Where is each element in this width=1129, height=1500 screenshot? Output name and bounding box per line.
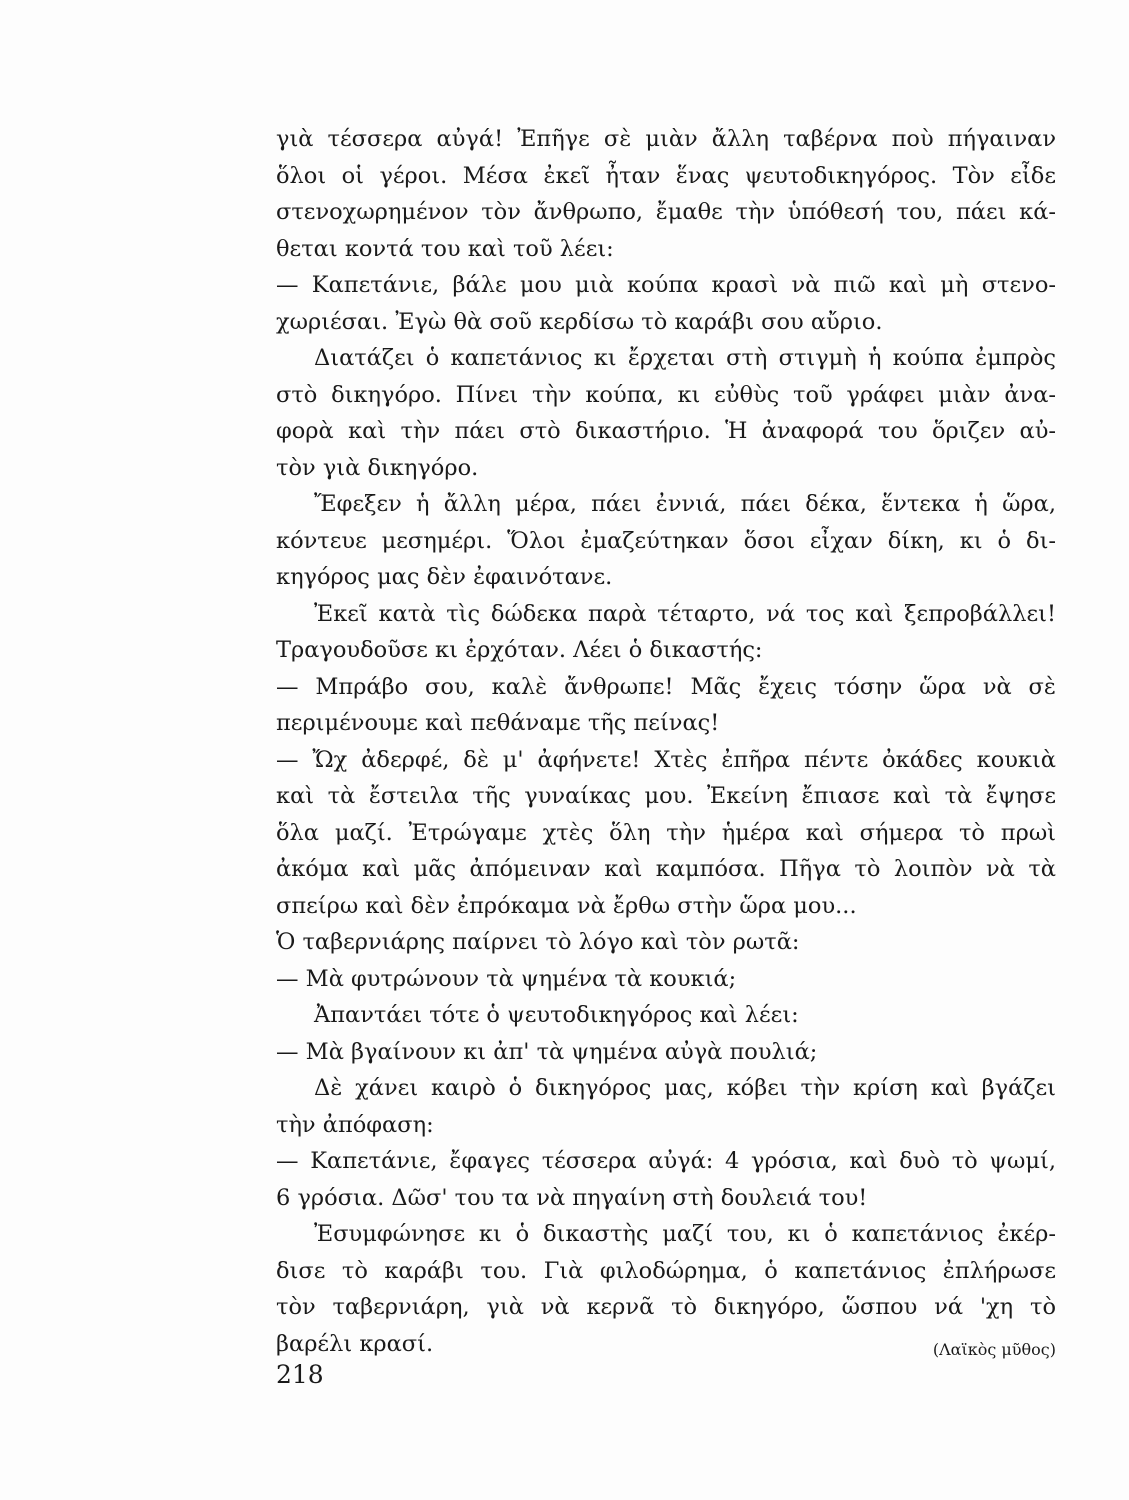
text-line: στενοχωρημένον τὸν ἄνθρωπο, ἔμαθε τὴν ὑπόθεσή του, πάει κά-: [276, 199, 1056, 225]
paragraph-start-line: Ἐκεῖ κατὰ τὶς δώδεκα παρὰ τέταρτο, νά τος καὶ ξεπροβάλλει!: [314, 600, 1056, 627]
text-line: Ὁ ταβερνιάρης παίρνει τὸ λόγο καὶ τὸν ρωτᾶ:: [276, 929, 800, 955]
text-line: στὸ δικηγόρο. Πίνει τὴν κούπα, κι εὐθὺς τοῦ γράφει μιὰν ἀνα-: [276, 381, 1056, 408]
text-line: καὶ τὰ ἔστειλα τῆς γυναίκας μου. Ἐκείνη ἔπιασε καὶ τὰ ἔψησε: [276, 783, 1056, 809]
paragraph-start-line: Δὲ χάνει καιρὸ ὁ δικηγόρος μας, κόβει τὴν κρίση καὶ βγάζει: [314, 1075, 1056, 1101]
source-attribution: (Λαϊκὸς μῦθος): [932, 1340, 1056, 1359]
text-line: 6 γρόσια. Δῶσ' του τα νὰ πηγαίνη στὴ δουλειά του!: [276, 1184, 868, 1211]
text-line: γιὰ τέσσερα αὐγά! Ἐπῆγε σὲ μιὰν ἄλλη ταβέρνα ποὺ πήγαιναν: [276, 126, 1056, 152]
page-number: 218: [276, 1360, 324, 1389]
paragraph-start-line: Ἔφεξεν ἡ ἄλλη μέρα, πάει ἐννιά, πάει δέκα, ἕντεκα ἡ ὥρα,: [314, 491, 1056, 517]
text-line: Τραγουδοῦσε κι ἐρχόταν. Λέει ὁ δικαστής:: [276, 637, 763, 663]
closing-row: [276, 1326, 1056, 1363]
dialogue-line: — Καπετάνιε, βάλε μου μιὰ κούπα κρασὶ νὰ πιῶ καὶ μὴ στενο-: [276, 272, 1056, 298]
text-line: φορὰ καὶ τὴν πάει στὸ δικαστήριο. Ἡ ἀναφορά του ὅριζεν αὐ-: [276, 418, 1056, 444]
text-line: χωριέσαι. Ἐγὼ θὰ σοῦ κερδίσω τὸ καράβι σου αὔριο.: [276, 308, 883, 335]
text-line: ἀκόμα καὶ μᾶς ἀπόμειναν καὶ καμπόσα. Πῆγα τὸ λοιπὸν νὰ τὰ: [276, 856, 1056, 882]
paragraph-start-line: Ἀπαντάει τότε ὁ ψευτοδικηγόρος καὶ λέει:: [314, 1002, 799, 1028]
text-line: κηγόρος μας δὲν ἐφαινότανε.: [276, 564, 613, 590]
text-line: ὅλοι οἱ γέροι. Μέσα ἐκεῖ ἦταν ἕνας ψευτοδικηγόρος. Τὸν εἶδε: [276, 162, 1056, 189]
dialogue-line: — Ὤχ ἀδερφέ, δὲ μ' ἀφήνετε! Χτὲς ἐπῆρα πέντε ὀκάδες κουκιὰ: [276, 746, 1056, 773]
story-text: [276, 121, 1056, 1362]
text-line: βαρέλι κρασί.: [276, 1330, 434, 1357]
text-line: θεται κοντά του καὶ τοῦ λέει:: [276, 235, 614, 262]
text-line: σπείρω καὶ δὲν ἐπρόκαμα νὰ ἔρθω στὴν ὥρα μου...: [276, 892, 857, 919]
text-line: τὸν γιὰ δικηγόρο.: [276, 454, 479, 481]
text-line: περιμένουμε καὶ πεθάναμε τῆς πείνας!: [276, 710, 720, 736]
paragraph-start-line: Διατάζει ὁ καπετάνιος κι ἔρχεται στὴ στιγμὴ ἡ κούπα ἐμπρὸς: [314, 345, 1056, 371]
text-line: δισε τὸ καράβι του. Γιὰ φιλοδώρημα, ὁ καπετάνιος ἐπλήρωσε: [276, 1257, 1056, 1284]
text-line: τὸν ταβερνιάρη, γιὰ νὰ κερνᾶ τὸ δικηγόρο, ὥσπου νά 'χη τὸ: [276, 1294, 1056, 1320]
text-line: ὅλα μαζί. Ἐτρώγαμε χτὲς ὅλη τὴν ἡμέρα καὶ σήμερα τὸ πρωὶ: [276, 819, 1056, 846]
paragraph-start-line: Ἐσυμφώνησε κι ὁ δικαστὴς μαζί του, κι ὁ καπετάνιος ἐκέρ-: [314, 1221, 1056, 1247]
text-line: τὴν ἀπόφαση:: [276, 1111, 434, 1138]
text-line: κόντευε μεσημέρι. Ὅλοι ἐμαζεύτηκαν ὅσοι εἶχαν δίκη, κι ὁ δι-: [276, 527, 1056, 554]
dialogue-line: — Μὰ βγαίνουν κι ἀπ' τὰ ψημένα αὐγὰ πουλιά;: [276, 1038, 818, 1065]
dialogue-line: — Μπράβο σου, καλὲ ἄνθρωπε! Μᾶς ἔχεις τόσην ὥρα νὰ σὲ: [276, 673, 1056, 700]
dialogue-line: — Μὰ φυτρώνουν τὰ ψημένα τὰ κουκιά;: [276, 965, 737, 992]
dialogue-line: — Καπετάνιε, ἔφαγες τέσσερα αὐγά: 4 γρόσια, καὶ δυὸ τὸ ψωμί,: [276, 1148, 1056, 1174]
